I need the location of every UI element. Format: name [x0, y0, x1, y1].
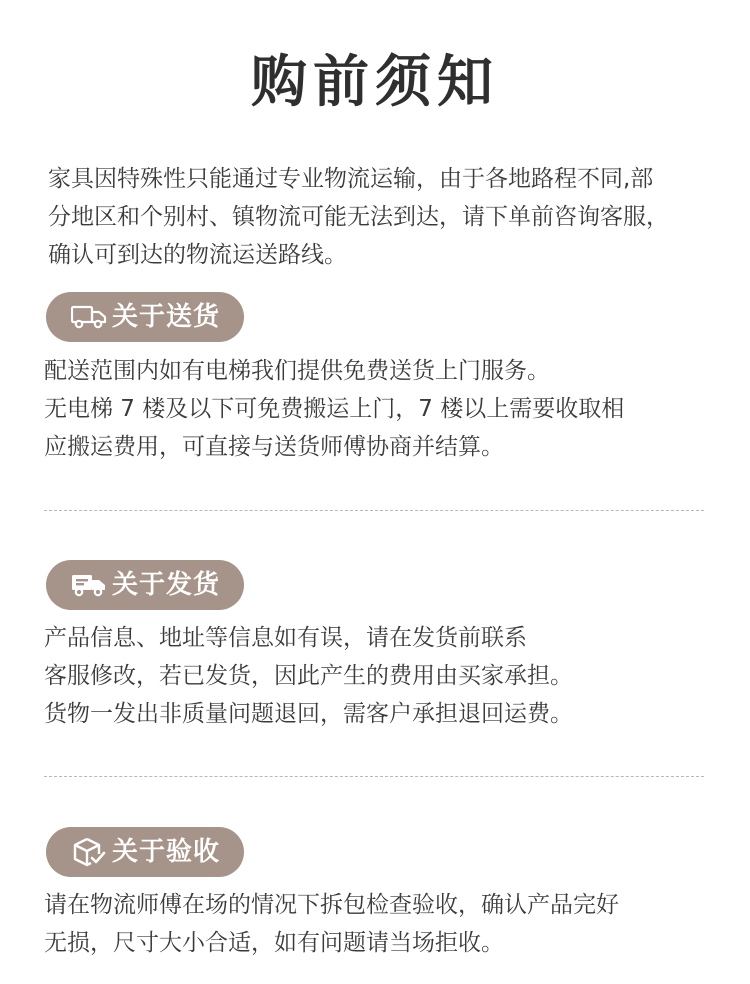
- text-line: 请在物流师傅在场的情况下拆包检查验收，确认产品完好: [44, 892, 619, 918]
- section-divider: [44, 510, 704, 511]
- shipping-truck-icon: [70, 570, 108, 600]
- delivery-truck-icon: [70, 302, 108, 332]
- intro-line: 确认可到达的物流运送路线。: [48, 242, 347, 268]
- section-label: 关于送货: [112, 302, 221, 332]
- delivery-text: [44, 352, 714, 466]
- section-header-inspection: [46, 827, 244, 877]
- text-line: 配送范围内如有电梯我们提供免费送货上门服务。: [44, 358, 550, 384]
- intro-paragraph: [48, 160, 708, 274]
- section-label: 关于验收: [112, 837, 221, 867]
- inspection-text: [44, 886, 714, 962]
- section-divider: [44, 776, 704, 777]
- text-line: 产品信息、地址等信息如有误，请在发货前联系: [44, 625, 527, 651]
- intro-line: 分地区和个别村、镇物流可能无法到达，请下单前咨询客服，: [48, 204, 669, 230]
- text-line: 无损，尺寸大小合适，如有问题请当场拒收。: [44, 930, 504, 956]
- text-line: 货物一发出非质量问题退回，需客户承担退回运费。: [44, 701, 573, 727]
- package-check-icon: [70, 837, 108, 867]
- page-title: 购前须知: [251, 50, 499, 115]
- shipping-text: [44, 619, 714, 733]
- text-line: 客服修改，若已发货，因此产生的费用由买家承担。: [44, 663, 573, 689]
- text-line: 应搬运费用，可直接与送货师傅协商并结算。: [44, 434, 504, 460]
- text-line: 无电梯 7 楼及以下可免费搬运上门，7 楼以上需要收取相: [44, 396, 625, 422]
- section-label: 关于发货: [112, 570, 221, 600]
- intro-line: 家具因特殊性只能通过专业物流运输，由于各地路程不同,部: [48, 166, 654, 192]
- section-header-delivery: [46, 292, 244, 342]
- section-header-shipping: [46, 560, 244, 610]
